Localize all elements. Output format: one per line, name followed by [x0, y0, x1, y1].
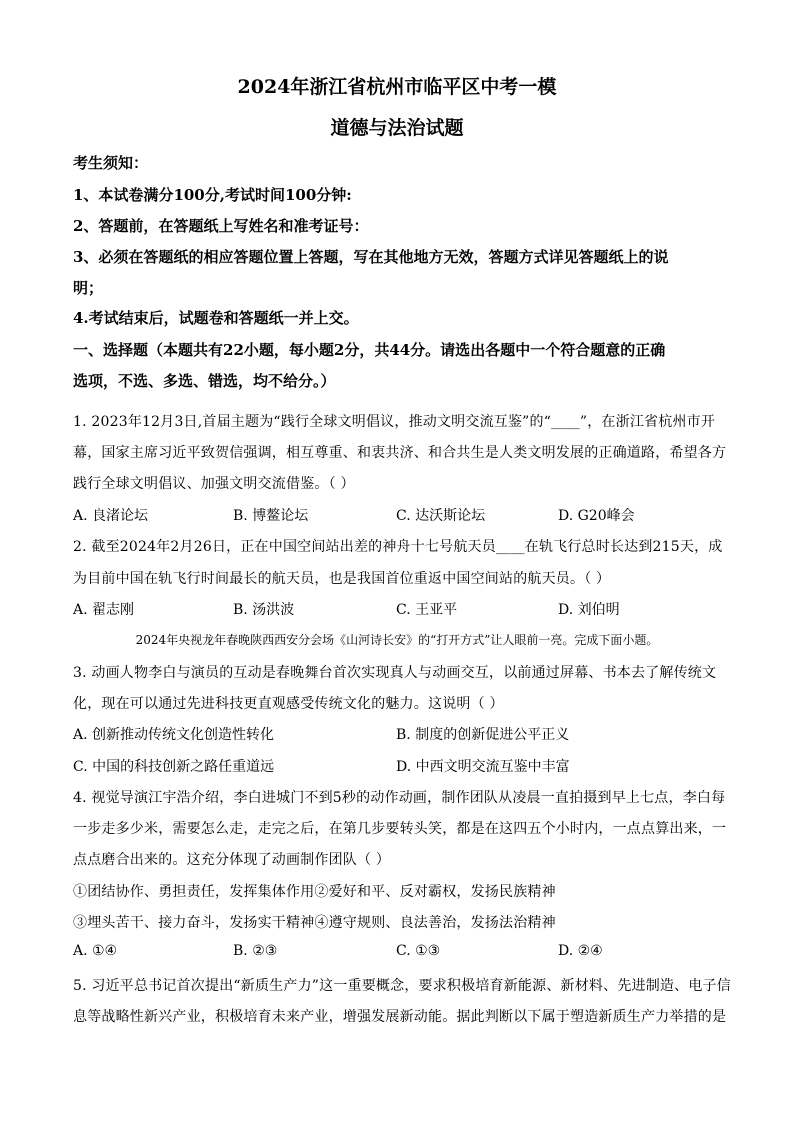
exam-subtitle: 道德与法治试题 [330, 117, 464, 139]
q3-line-2: 化，现在可以通过先进科技更直观感受传统文化的魅力。这说明（ ） [73, 696, 504, 712]
q3-option-c: C. 中国的科技创新之路任重道远 [73, 759, 275, 775]
notice-item-3: 3、必须在答题纸的相应答题位置上答题，写在其他地方无效，答题方式详见答题纸上的说 [73, 248, 669, 266]
q4-option-c: C. ①③ [396, 943, 441, 959]
q1-option-b: B. 博鳌论坛 [233, 508, 309, 524]
q4-option-d: D. ②④ [558, 943, 603, 959]
notice-item-4: 4.考试结束后，试题卷和答题纸一并上交。 [73, 309, 359, 327]
q5-line-1: 5. 习近平总书记首次提出“新质生产力”这一重要概念，要求积极培育新能源、新材料、先进制造、电子信 [73, 978, 731, 994]
q2-line-2: 为目前中国在轨飞行时间最长的航天员，也是我国首位重返中国空间站的航天员。（ ） [73, 571, 611, 587]
notice-item-1: 1、本试卷满分100分,考试时间100分钟: [73, 186, 352, 204]
q1-line-3: 践行全球文明倡议、加强文明交流借鉴。（ ） [73, 476, 355, 492]
q4-line-3: 点点磨合出来的。这充分体现了动画制作团队（ ） [73, 852, 391, 868]
q2-option-d: D. 刘伯明 [558, 602, 620, 618]
exam-title: 2024年浙江省杭州市临平区中考一模 [237, 76, 557, 98]
section-heading-cont: 选项，不选、多选、错选，均不给分。） [73, 372, 336, 390]
q2-option-b: B. 汤洪波 [233, 602, 295, 618]
section-heading: 一、选择题（本题共有22小题，每小题2分，共44分。请选出各题中一个符合题意的正确 [73, 341, 666, 359]
notice-item-2: 2、答题前，在答题纸上写姓名和准考证号： [73, 217, 369, 235]
q5-line-2: 息等战略性新兴产业，积极培育未来产业，增强发展新动能。据此判断以下属于塑造新质生产力举措的是 [73, 1009, 727, 1025]
q4-statements-1: ①团结协作、勇担责任，发挥集体作用②爱好和平、反对霸权，发扬民族精神 [73, 884, 556, 900]
q1-line-2: 幕，国家主席习近平致贺信强调，相互尊重、和衷共济、和合共生是人类文明发展的正确道路，希望各方 [73, 445, 727, 461]
q3-line-1: 3. 动画人物李白与演员的互动是春晚舞台首次实现真人与动画交互，以前通过屏幕、书本去了解传统文 [73, 665, 717, 681]
q3-option-d: D. 中西文明交流互鉴中丰富 [396, 759, 570, 775]
q1-line-1: 1. 2023年12月3日,首届主题为“践行全球文明倡议，推动文明交流互鉴”的“____”，在浙江省杭州市开 [73, 414, 716, 430]
q3-option-a: A. 创新推动传统文化创造性转化 [73, 727, 275, 743]
q4-option-a: A. ①④ [73, 943, 118, 959]
notice-heading: 考生须知： [73, 154, 149, 172]
material-intro: 2024年央视龙年春晚陕西西安分会场《山河诗长安》的“打开方式”让人眼前一亮。完成下面小题。 [135, 633, 659, 647]
q4-statements-2: ③埋头苦干、接力奋斗，发扬实干精神④遵守规则、良法善治，发扬法治精神 [73, 915, 556, 931]
q4-line-1: 4. 视觉导演江宇浩介绍，李白进城门不到5秒的动作动画，制作团队从凌晨一直拍摄到早上七点，李白每 [73, 790, 726, 806]
q4-line-2: 一步走多少米，需要怎么走，走完之后，在第几步要转头笑，都是在这四五个小时内，一点点算出来，一 [73, 821, 727, 837]
q1-option-d: D. G20峰会 [558, 508, 635, 524]
q3-option-b: B. 制度的创新促进公平正义 [396, 727, 570, 743]
q1-option-a: A. 良渚论坛 [73, 508, 149, 524]
q2-option-c: C. 王亚平 [396, 602, 458, 618]
notice-item-3-cont: 明； [73, 279, 104, 297]
q4-option-b: B. ②③ [233, 943, 278, 959]
q2-option-a: A. 翟志刚 [73, 602, 135, 618]
q2-line-1: 2. 截至2024年2月26日，正在中国空间站出差的神舟十七号航天员____在轨飞行总时长达到215天，成 [73, 539, 723, 555]
q1-option-c: C. 达沃斯论坛 [396, 508, 486, 524]
